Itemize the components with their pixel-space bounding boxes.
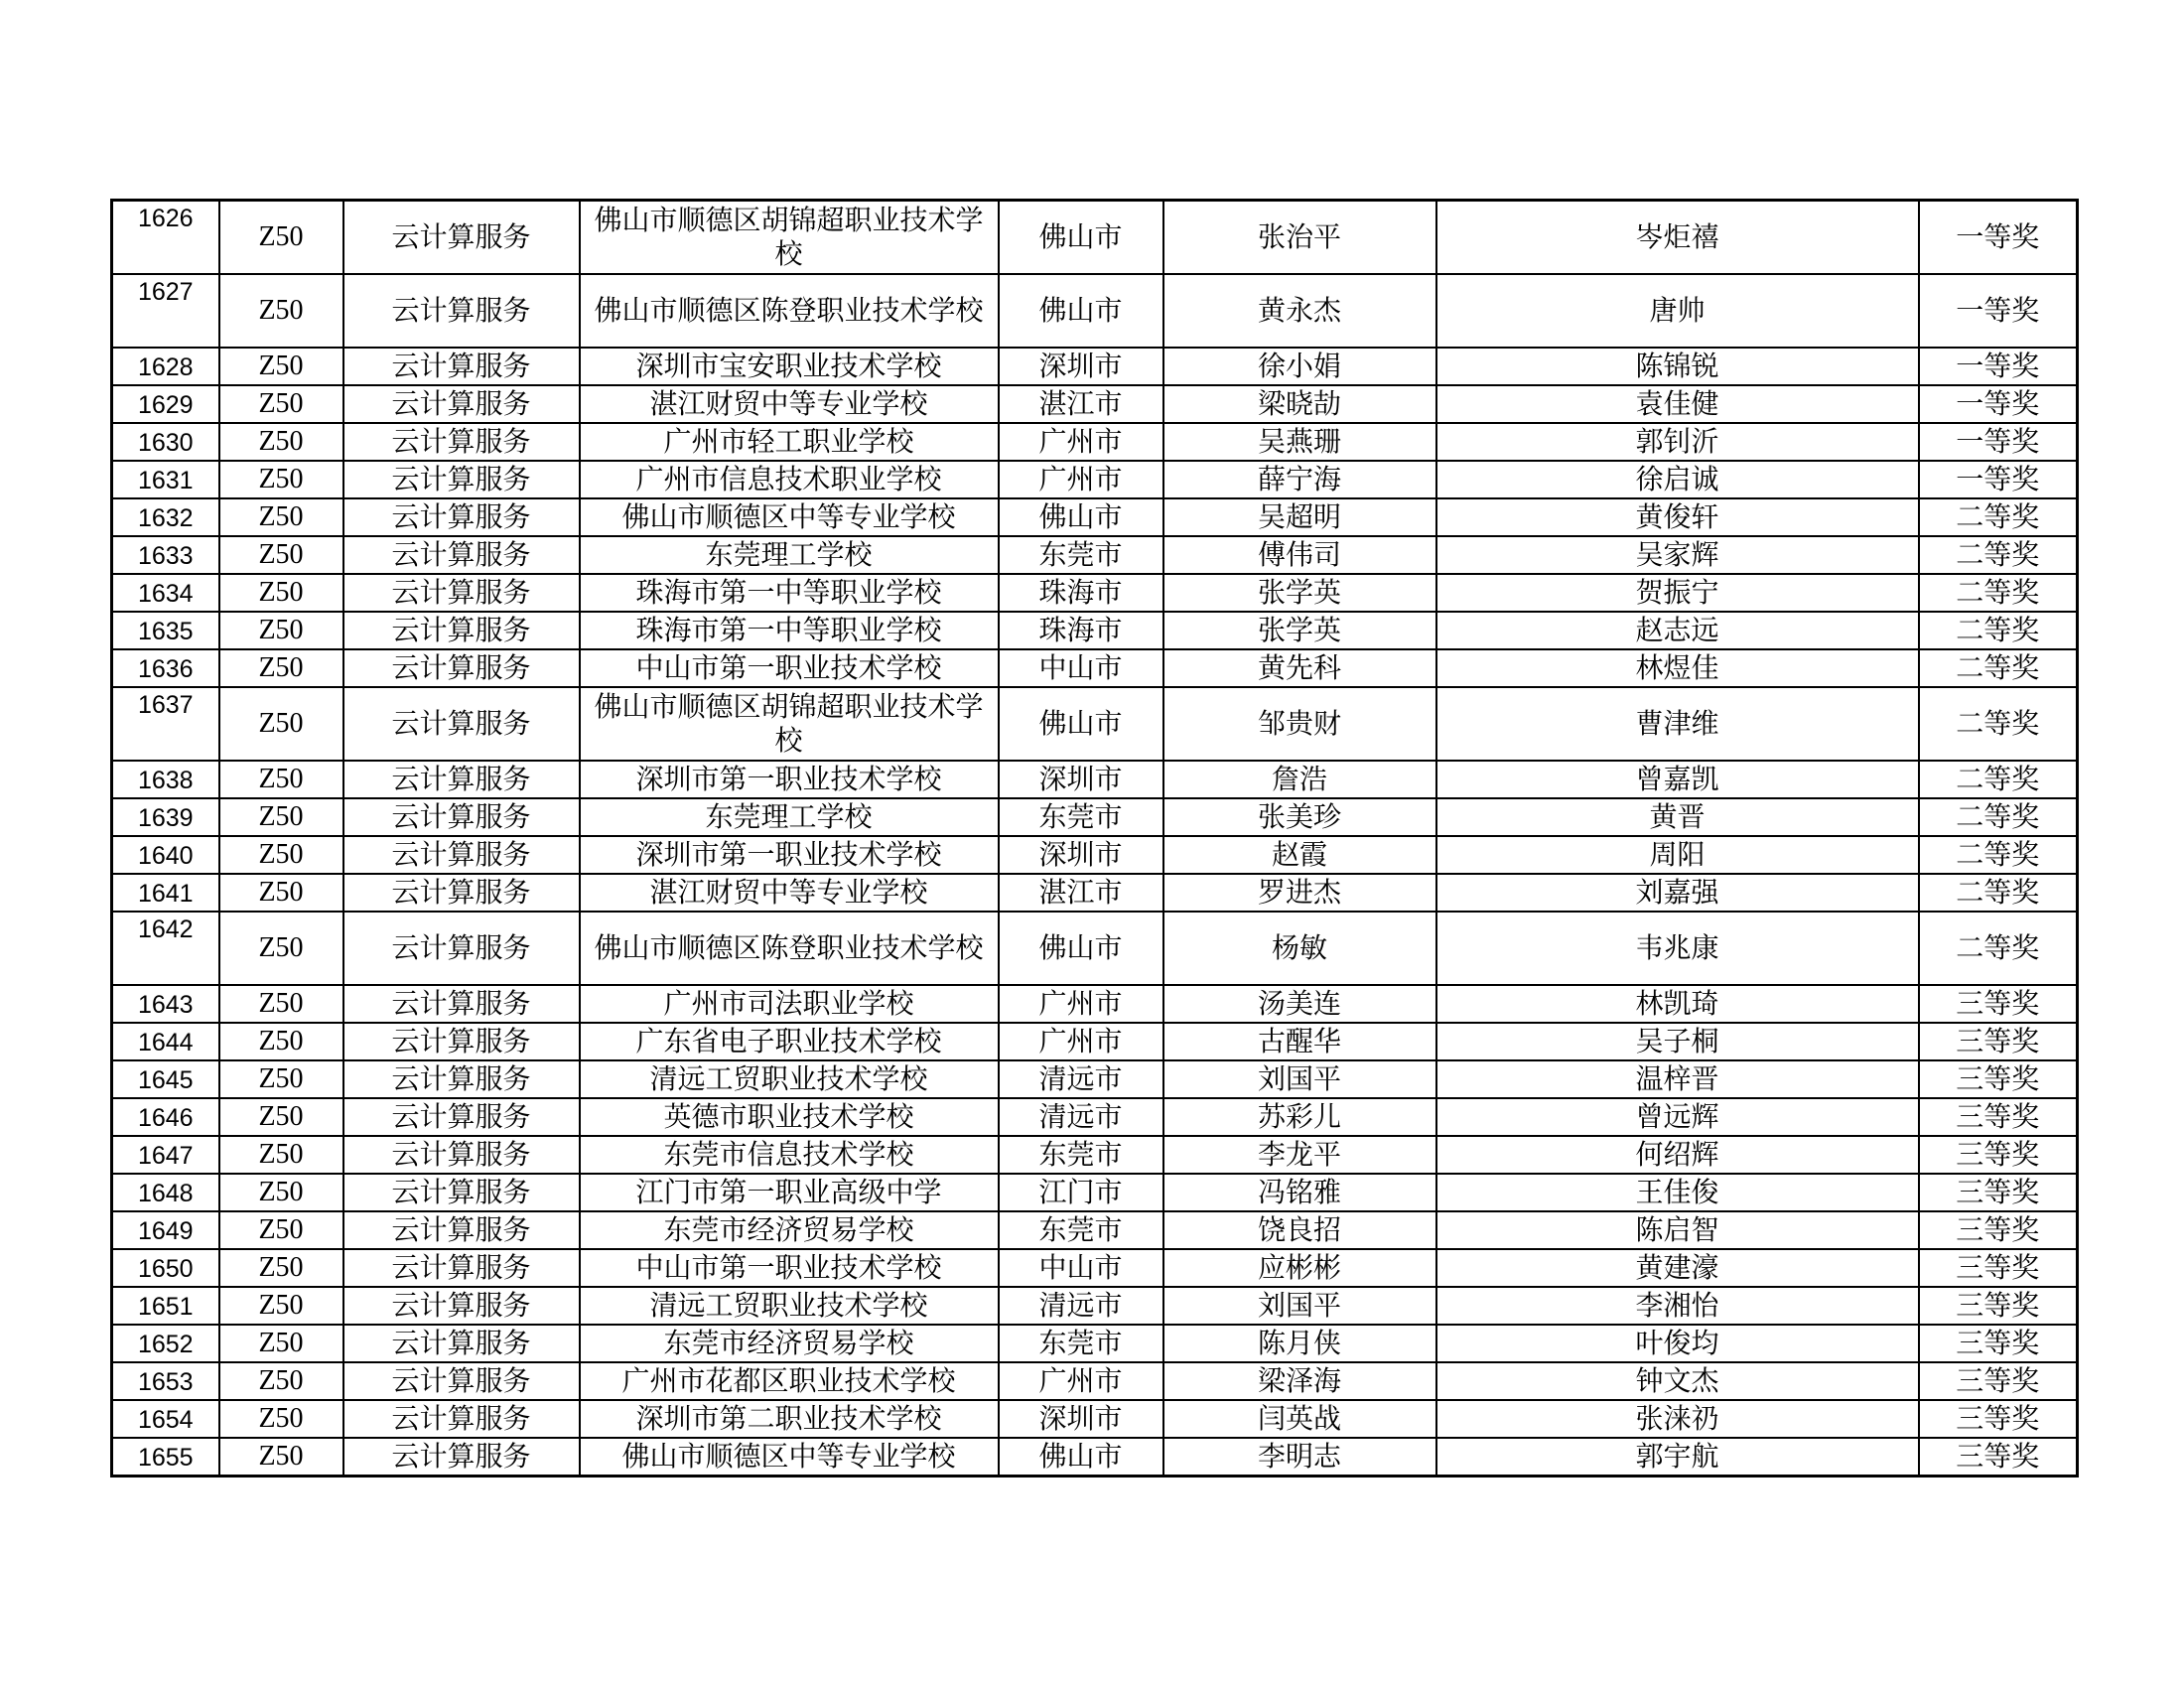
event-code-cell: Z50 (219, 761, 343, 798)
table-row (112, 1211, 2078, 1249)
award-cell: 二等奖 (1919, 574, 2078, 612)
event-code-cell: Z50 (219, 498, 343, 536)
school-cell: 东莞市经济贸易学校 (580, 1325, 999, 1362)
event-code-cell: Z50 (219, 348, 343, 385)
school-cell: 广州市轻工职业学校 (580, 423, 999, 461)
row-number-cell: 1654 (112, 1400, 219, 1438)
city-cell: 佛山市 (999, 1438, 1163, 1477)
student-cell: 曾远辉 (1436, 1098, 1919, 1136)
award-cell: 三等奖 (1919, 1362, 2078, 1400)
event-code-cell: Z50 (219, 874, 343, 912)
student-cell: 郭宇航 (1436, 1438, 1919, 1477)
table-row (112, 687, 2078, 761)
event-name-cell: 云计算服务 (343, 1362, 580, 1400)
table-body (112, 201, 2078, 1477)
event-code-cell: Z50 (219, 385, 343, 423)
table-row (112, 798, 2078, 836)
row-number-cell: 1646 (112, 1098, 219, 1136)
student-cell: 叶俊均 (1436, 1325, 1919, 1362)
event-name-cell: 云计算服务 (343, 798, 580, 836)
event-name-cell: 云计算服务 (343, 1098, 580, 1136)
school-cell: 中山市第一职业技术学校 (580, 649, 999, 687)
city-cell: 珠海市 (999, 574, 1163, 612)
table-row (112, 574, 2078, 612)
award-cell: 一等奖 (1919, 461, 2078, 498)
student-cell: 刘嘉强 (1436, 874, 1919, 912)
teacher-cell: 罗进杰 (1163, 874, 1436, 912)
student-cell: 吴子桐 (1436, 1023, 1919, 1060)
table-row (112, 201, 2078, 274)
event-name-cell: 云计算服务 (343, 1438, 580, 1477)
event-name-cell: 云计算服务 (343, 687, 580, 761)
school-cell: 佛山市顺德区中等专业学校 (580, 498, 999, 536)
student-cell: 林煜佳 (1436, 649, 1919, 687)
city-cell: 中山市 (999, 649, 1163, 687)
teacher-cell: 刘国平 (1163, 1060, 1436, 1098)
award-cell: 二等奖 (1919, 536, 2078, 574)
teacher-cell: 徐小娟 (1163, 348, 1436, 385)
table-row (112, 1098, 2078, 1136)
event-code-cell: Z50 (219, 1174, 343, 1211)
city-cell: 广州市 (999, 1023, 1163, 1060)
row-number-cell: 1650 (112, 1249, 219, 1287)
student-cell: 温梓晋 (1436, 1060, 1919, 1098)
school-cell: 佛山市顺德区陈登职业技术学校 (580, 912, 999, 985)
school-cell: 深圳市第一职业技术学校 (580, 836, 999, 874)
student-cell: 陈启智 (1436, 1211, 1919, 1249)
student-cell: 黄建濠 (1436, 1249, 1919, 1287)
school-cell: 东莞市信息技术学校 (580, 1136, 999, 1174)
award-cell: 三等奖 (1919, 1325, 2078, 1362)
city-cell: 广州市 (999, 423, 1163, 461)
event-name-cell: 云计算服务 (343, 985, 580, 1023)
award-cell: 三等奖 (1919, 1098, 2078, 1136)
row-number-cell: 1653 (112, 1362, 219, 1400)
city-cell: 珠海市 (999, 612, 1163, 649)
city-cell: 清远市 (999, 1098, 1163, 1136)
school-cell: 清远工贸职业技术学校 (580, 1287, 999, 1325)
event-code-cell: Z50 (219, 687, 343, 761)
event-code-cell: Z50 (219, 1325, 343, 1362)
event-code-cell: Z50 (219, 574, 343, 612)
teacher-cell: 张学英 (1163, 574, 1436, 612)
school-cell: 深圳市宝安职业技术学校 (580, 348, 999, 385)
event-code-cell: Z50 (219, 1362, 343, 1400)
event-name-cell: 云计算服务 (343, 461, 580, 498)
city-cell: 东莞市 (999, 1136, 1163, 1174)
event-code-cell: Z50 (219, 612, 343, 649)
award-cell: 二等奖 (1919, 498, 2078, 536)
table-row (112, 1287, 2078, 1325)
row-number-cell: 1652 (112, 1325, 219, 1362)
event-code-cell: Z50 (219, 985, 343, 1023)
school-cell: 广州市花都区职业技术学校 (580, 1362, 999, 1400)
event-name-cell: 云计算服务 (343, 1060, 580, 1098)
teacher-cell: 张治平 (1163, 201, 1436, 274)
row-number-cell: 1640 (112, 836, 219, 874)
event-code-cell: Z50 (219, 1249, 343, 1287)
teacher-cell: 苏彩儿 (1163, 1098, 1436, 1136)
school-cell: 湛江财贸中等专业学校 (580, 385, 999, 423)
student-cell: 岑炬禧 (1436, 201, 1919, 274)
city-cell: 清远市 (999, 1060, 1163, 1098)
table-row (112, 536, 2078, 574)
event-name-cell: 云计算服务 (343, 1174, 580, 1211)
event-code-cell: Z50 (219, 836, 343, 874)
event-name-cell: 云计算服务 (343, 761, 580, 798)
row-number-cell: 1635 (112, 612, 219, 649)
teacher-cell: 冯铭雅 (1163, 1174, 1436, 1211)
student-cell: 黄俊轩 (1436, 498, 1919, 536)
table-row (112, 423, 2078, 461)
school-cell: 佛山市顺德区中等专业学校 (580, 1438, 999, 1477)
event-code-cell: Z50 (219, 423, 343, 461)
row-number-cell: 1626 (112, 201, 219, 274)
row-number-cell: 1645 (112, 1060, 219, 1098)
row-number-cell: 1632 (112, 498, 219, 536)
student-cell: 曾嘉凯 (1436, 761, 1919, 798)
event-code-cell: Z50 (219, 536, 343, 574)
event-code-cell: Z50 (219, 1211, 343, 1249)
city-cell: 江门市 (999, 1174, 1163, 1211)
row-number-cell: 1636 (112, 649, 219, 687)
school-cell: 珠海市第一中等职业学校 (580, 574, 999, 612)
table-row (112, 1023, 2078, 1060)
city-cell: 深圳市 (999, 1400, 1163, 1438)
city-cell: 佛山市 (999, 687, 1163, 761)
teacher-cell: 黄永杰 (1163, 274, 1436, 348)
student-cell: 林凯琦 (1436, 985, 1919, 1023)
award-cell: 二等奖 (1919, 612, 2078, 649)
school-cell: 东莞理工学校 (580, 536, 999, 574)
city-cell: 佛山市 (999, 274, 1163, 348)
row-number-cell: 1629 (112, 385, 219, 423)
event-name-cell: 云计算服务 (343, 1249, 580, 1287)
teacher-cell: 古醒华 (1163, 1023, 1436, 1060)
city-cell: 深圳市 (999, 761, 1163, 798)
teacher-cell: 吴燕珊 (1163, 423, 1436, 461)
award-cell: 三等奖 (1919, 1174, 2078, 1211)
school-cell: 中山市第一职业技术学校 (580, 1249, 999, 1287)
event-name-cell: 云计算服务 (343, 1325, 580, 1362)
award-cell: 三等奖 (1919, 1023, 2078, 1060)
row-number-cell: 1637 (112, 687, 219, 761)
event-code-cell: Z50 (219, 461, 343, 498)
teacher-cell: 詹浩 (1163, 761, 1436, 798)
table-row (112, 1249, 2078, 1287)
teacher-cell: 李龙平 (1163, 1136, 1436, 1174)
school-cell: 清远工贸职业技术学校 (580, 1060, 999, 1098)
teacher-cell: 陈月侠 (1163, 1325, 1436, 1362)
event-name-cell: 云计算服务 (343, 1211, 580, 1249)
award-cell: 一等奖 (1919, 274, 2078, 348)
city-cell: 东莞市 (999, 536, 1163, 574)
table-row (112, 649, 2078, 687)
teacher-cell: 杨敏 (1163, 912, 1436, 985)
award-cell: 三等奖 (1919, 985, 2078, 1023)
award-cell: 三等奖 (1919, 1060, 2078, 1098)
award-cell: 二等奖 (1919, 687, 2078, 761)
award-cell: 二等奖 (1919, 798, 2078, 836)
award-cell: 一等奖 (1919, 385, 2078, 423)
table-row (112, 874, 2078, 912)
city-cell: 东莞市 (999, 1325, 1163, 1362)
school-cell: 东莞市经济贸易学校 (580, 1211, 999, 1249)
city-cell: 佛山市 (999, 498, 1163, 536)
event-code-cell: Z50 (219, 798, 343, 836)
event-name-cell: 云计算服务 (343, 1400, 580, 1438)
award-cell: 一等奖 (1919, 423, 2078, 461)
event-name-cell: 云计算服务 (343, 574, 580, 612)
school-cell: 珠海市第一中等职业学校 (580, 612, 999, 649)
city-cell: 清远市 (999, 1287, 1163, 1325)
city-cell: 东莞市 (999, 798, 1163, 836)
event-code-cell: Z50 (219, 1023, 343, 1060)
row-number-cell: 1639 (112, 798, 219, 836)
student-cell: 曹津维 (1436, 687, 1919, 761)
school-cell: 英德市职业技术学校 (580, 1098, 999, 1136)
event-code-cell: Z50 (219, 649, 343, 687)
school-cell: 深圳市第二职业技术学校 (580, 1400, 999, 1438)
row-number-cell: 1633 (112, 536, 219, 574)
row-number-cell: 1647 (112, 1136, 219, 1174)
row-number-cell: 1638 (112, 761, 219, 798)
row-number-cell: 1627 (112, 274, 219, 348)
student-cell: 何绍辉 (1436, 1136, 1919, 1174)
student-cell: 吴家辉 (1436, 536, 1919, 574)
student-cell: 郭钊沂 (1436, 423, 1919, 461)
award-cell: 二等奖 (1919, 649, 2078, 687)
award-cell: 三等奖 (1919, 1287, 2078, 1325)
event-code-cell: Z50 (219, 1438, 343, 1477)
table-row (112, 985, 2078, 1023)
table-row (112, 385, 2078, 423)
table-row (112, 612, 2078, 649)
student-cell: 袁佳健 (1436, 385, 1919, 423)
row-number-cell: 1643 (112, 985, 219, 1023)
teacher-cell: 薛宁海 (1163, 461, 1436, 498)
row-number-cell: 1641 (112, 874, 219, 912)
table-row (112, 1325, 2078, 1362)
teacher-cell: 张美珍 (1163, 798, 1436, 836)
city-cell: 东莞市 (999, 1211, 1163, 1249)
school-cell: 广州市信息技术职业学校 (580, 461, 999, 498)
teacher-cell: 邹贵财 (1163, 687, 1436, 761)
award-cell: 三等奖 (1919, 1136, 2078, 1174)
row-number-cell: 1628 (112, 348, 219, 385)
school-cell: 江门市第一职业高级中学 (580, 1174, 999, 1211)
school-cell: 深圳市第一职业技术学校 (580, 761, 999, 798)
city-cell: 湛江市 (999, 385, 1163, 423)
school-cell: 广东省电子职业技术学校 (580, 1023, 999, 1060)
row-number-cell: 1642 (112, 912, 219, 985)
award-cell: 一等奖 (1919, 348, 2078, 385)
award-cell: 三等奖 (1919, 1438, 2078, 1477)
table-row (112, 1362, 2078, 1400)
teacher-cell: 李明志 (1163, 1438, 1436, 1477)
teacher-cell: 汤美连 (1163, 985, 1436, 1023)
table-row (112, 1438, 2078, 1477)
event-name-cell: 云计算服务 (343, 649, 580, 687)
student-cell: 韦兆康 (1436, 912, 1919, 985)
table-row (112, 761, 2078, 798)
city-cell: 广州市 (999, 461, 1163, 498)
event-code-cell: Z50 (219, 274, 343, 348)
table-row (112, 1060, 2078, 1098)
award-cell: 三等奖 (1919, 1249, 2078, 1287)
event-name-cell: 云计算服务 (343, 912, 580, 985)
table-row (112, 498, 2078, 536)
city-cell: 湛江市 (999, 874, 1163, 912)
school-cell: 佛山市顺德区胡锦超职业技术学校 (580, 687, 999, 761)
student-cell: 唐帅 (1436, 274, 1919, 348)
award-cell: 二等奖 (1919, 874, 2078, 912)
city-cell: 广州市 (999, 1362, 1163, 1400)
city-cell: 广州市 (999, 985, 1163, 1023)
teacher-cell: 赵霞 (1163, 836, 1436, 874)
event-name-cell: 云计算服务 (343, 274, 580, 348)
teacher-cell: 梁泽海 (1163, 1362, 1436, 1400)
student-cell: 贺振宁 (1436, 574, 1919, 612)
teacher-cell: 饶良招 (1163, 1211, 1436, 1249)
row-number-cell: 1655 (112, 1438, 219, 1477)
event-name-cell: 云计算服务 (343, 836, 580, 874)
event-name-cell: 云计算服务 (343, 1023, 580, 1060)
student-cell: 钟文杰 (1436, 1362, 1919, 1400)
event-name-cell: 云计算服务 (343, 423, 580, 461)
event-code-cell: Z50 (219, 1098, 343, 1136)
row-number-cell: 1648 (112, 1174, 219, 1211)
award-cell: 二等奖 (1919, 912, 2078, 985)
event-name-cell: 云计算服务 (343, 1287, 580, 1325)
event-code-cell: Z50 (219, 1136, 343, 1174)
row-number-cell: 1649 (112, 1211, 219, 1249)
table-row (112, 348, 2078, 385)
event-name-cell: 云计算服务 (343, 201, 580, 274)
table-row (112, 836, 2078, 874)
school-cell: 湛江财贸中等专业学校 (580, 874, 999, 912)
table-row (112, 461, 2078, 498)
event-code-cell: Z50 (219, 1400, 343, 1438)
school-cell: 东莞理工学校 (580, 798, 999, 836)
award-cell: 二等奖 (1919, 836, 2078, 874)
event-name-cell: 云计算服务 (343, 612, 580, 649)
award-cell: 三等奖 (1919, 1211, 2078, 1249)
event-code-cell: Z50 (219, 201, 343, 274)
teacher-cell: 傅伟司 (1163, 536, 1436, 574)
event-name-cell: 云计算服务 (343, 536, 580, 574)
student-cell: 黄晋 (1436, 798, 1919, 836)
student-cell: 李湘怡 (1436, 1287, 1919, 1325)
award-cell: 三等奖 (1919, 1400, 2078, 1438)
student-cell: 赵志远 (1436, 612, 1919, 649)
event-code-cell: Z50 (219, 1060, 343, 1098)
city-cell: 佛山市 (999, 201, 1163, 274)
award-table (110, 199, 2079, 1477)
row-number-cell: 1630 (112, 423, 219, 461)
student-cell: 张涞礽 (1436, 1400, 1919, 1438)
teacher-cell: 闫英战 (1163, 1400, 1436, 1438)
table-row (112, 1174, 2078, 1211)
school-cell: 佛山市顺德区陈登职业技术学校 (580, 274, 999, 348)
event-code-cell: Z50 (219, 912, 343, 985)
teacher-cell: 刘国平 (1163, 1287, 1436, 1325)
student-cell: 王佳俊 (1436, 1174, 1919, 1211)
row-number-cell: 1651 (112, 1287, 219, 1325)
award-cell: 一等奖 (1919, 201, 2078, 274)
teacher-cell: 应彬彬 (1163, 1249, 1436, 1287)
city-cell: 深圳市 (999, 348, 1163, 385)
award-cell: 二等奖 (1919, 761, 2078, 798)
event-code-cell: Z50 (219, 1287, 343, 1325)
teacher-cell: 梁晓劼 (1163, 385, 1436, 423)
table-row (112, 1400, 2078, 1438)
school-cell: 佛山市顺德区胡锦超职业技术学校 (580, 201, 999, 274)
event-name-cell: 云计算服务 (343, 1136, 580, 1174)
table-row (112, 274, 2078, 348)
city-cell: 佛山市 (999, 912, 1163, 985)
teacher-cell: 吴超明 (1163, 498, 1436, 536)
row-number-cell: 1644 (112, 1023, 219, 1060)
student-cell: 陈锦锐 (1436, 348, 1919, 385)
event-name-cell: 云计算服务 (343, 348, 580, 385)
event-name-cell: 云计算服务 (343, 874, 580, 912)
student-cell: 周阳 (1436, 836, 1919, 874)
school-cell: 广州市司法职业学校 (580, 985, 999, 1023)
table-row (112, 1136, 2078, 1174)
row-number-cell: 1631 (112, 461, 219, 498)
student-cell: 徐启诚 (1436, 461, 1919, 498)
city-cell: 深圳市 (999, 836, 1163, 874)
event-name-cell: 云计算服务 (343, 385, 580, 423)
table-row (112, 912, 2078, 985)
event-name-cell: 云计算服务 (343, 498, 580, 536)
row-number-cell: 1634 (112, 574, 219, 612)
teacher-cell: 黄先科 (1163, 649, 1436, 687)
city-cell: 中山市 (999, 1249, 1163, 1287)
teacher-cell: 张学英 (1163, 612, 1436, 649)
